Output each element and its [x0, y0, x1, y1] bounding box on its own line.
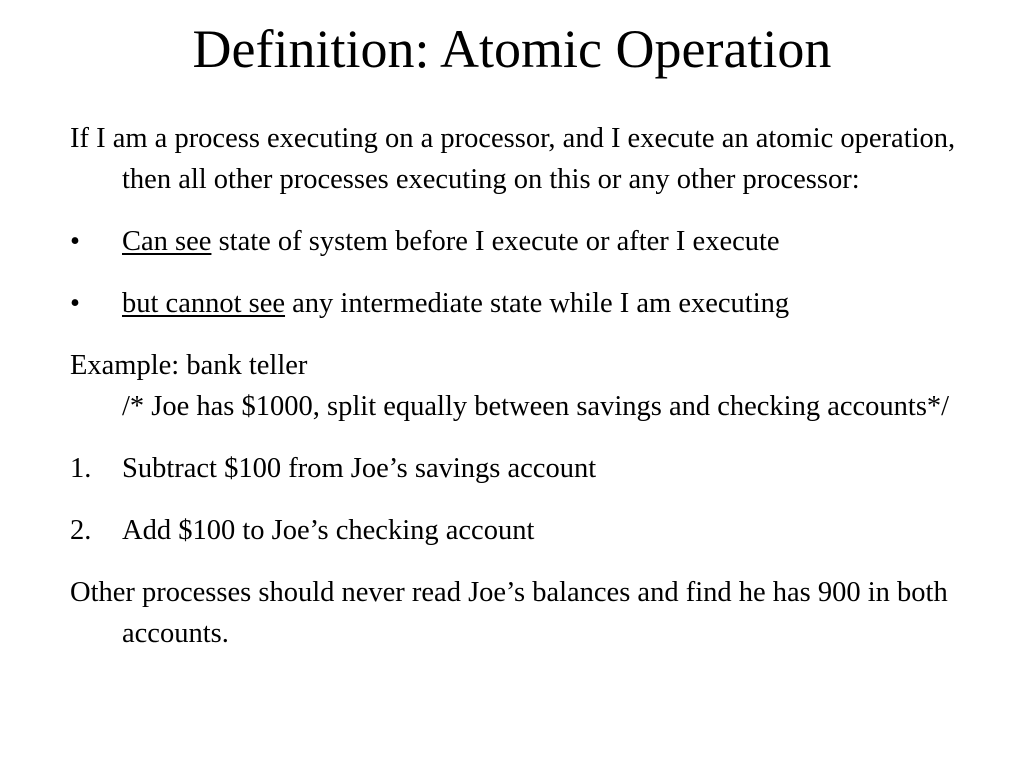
slide-body	[70, 118, 980, 675]
bullet-item-can-see	[70, 221, 980, 262]
step-number: 1.	[70, 453, 92, 484]
slide-title: Definition: Atomic Operation	[192, 19, 832, 79]
step-text: Add $100 to Joe’s checking account	[122, 515, 535, 546]
intro-paragraph: If I am a process executing on a processor, and I execute an atomic operation, then all other processes executing on this or any other processor:	[70, 123, 956, 195]
bullet-icon: •	[70, 288, 80, 319]
bullet-icon: •	[70, 226, 80, 257]
conclusion-paragraph: Other processes should never read Joe’s balances and find he has 900 in both accounts.	[70, 577, 948, 649]
step-number: 2.	[70, 515, 92, 546]
step-item-2	[70, 510, 980, 551]
example-block	[70, 345, 980, 427]
example-heading: Example: bank teller	[70, 350, 308, 381]
bullet-text: state of system before I execute or after I execute	[211, 226, 780, 257]
bullet-underlined-text: Can see	[122, 226, 212, 257]
step-item-1	[70, 448, 980, 489]
bullet-item-cannot-see	[70, 283, 980, 324]
example-comment: /* Joe has $1000, split equally between savings and checking accounts*/	[122, 391, 950, 422]
bullet-underlined-text: but cannot see	[122, 288, 286, 319]
bullet-text: any intermediate state while I am executing	[285, 288, 790, 319]
step-text: Subtract $100 from Joe’s savings account	[122, 453, 597, 484]
